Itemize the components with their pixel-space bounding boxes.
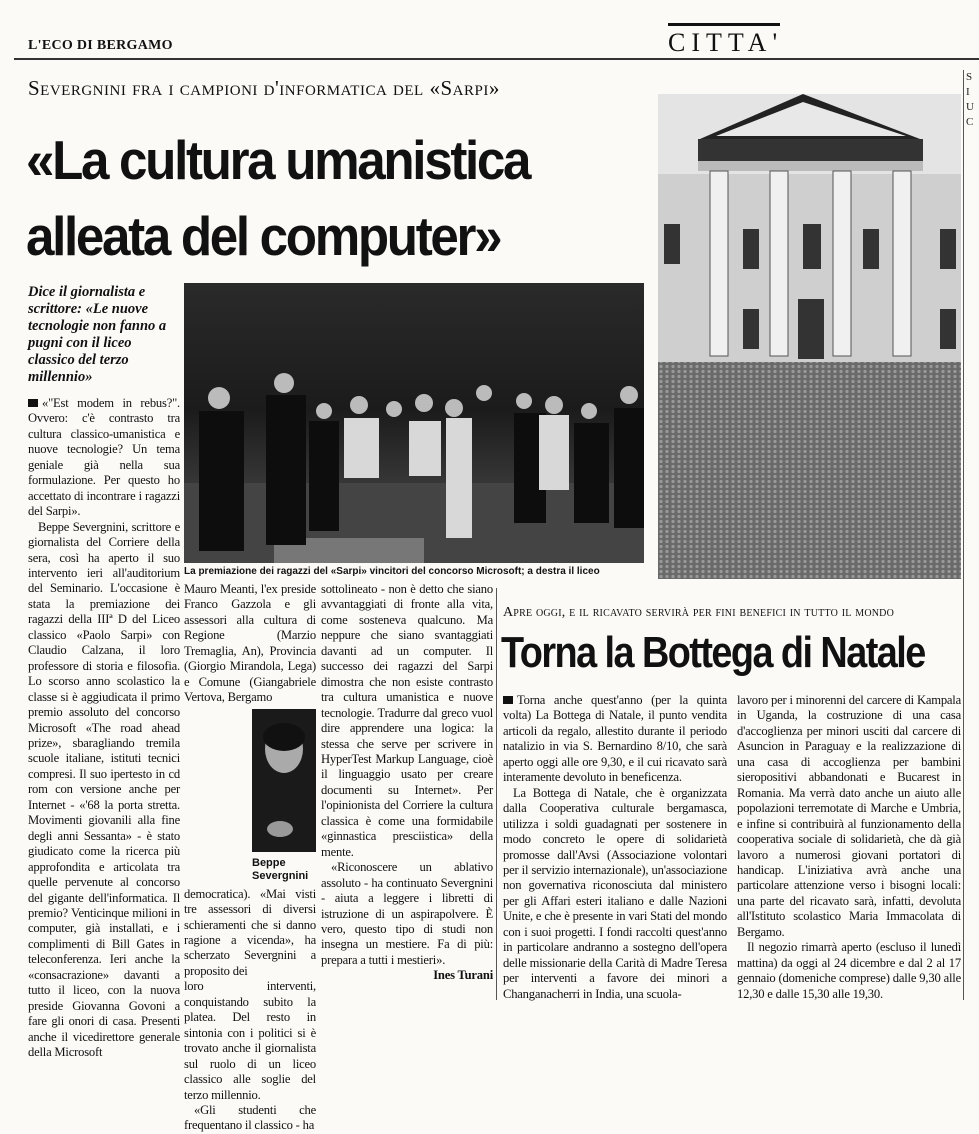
section-rule [668,23,780,26]
award-ceremony-photo [184,283,644,563]
header-divider [14,58,979,60]
byline: Ines Turani [433,968,493,983]
paragraph: lavoro per i minorenni del carcere di Kampala in Uganda, la costruzione di una casa d'accoglienza per minori usciti dal carcere di Asuncion in Paraguay e la realizzazione di una casa di accoglienza per bambini sieropositivi abbandonati e Bucarest in Romania. Ma verrà dato anche un aiuto alle popolazioni terremotate di Marche e Umbria, e infine si contribuirà al funzionamento della cooperativa sociale di solidarietà, che dà già lavoro a numerosi giovani portatori di handicap. L'iniziativa avrà anche una particolare attenzione verso i bisogni locali: una parte del ricavato sarà, infatti, devoluta all'Istituto scolastico Maria Immacolata di Bergamo. [737,693,961,939]
photo-caption: La premiazione dei ragazzi del «Sarpi» vincitori del concorso Microsoft; a destra il liceo [184,566,600,577]
paragraph [28,396,180,520]
portrait-caption: Beppe Severgnini [252,856,309,882]
building-illustration [658,94,961,579]
portrait-figure [252,709,316,883]
paragraph: Il negozio rimarrà aperto (escluso il lunedì mattina) da oggi al 24 dicembre e dal 2 al 17 gennaio (domeniche comprese) dalle 9,30 alle 12,30 e dalle 15,30 alle 19,30. [737,940,961,1001]
paragraph-text: Torna anche quest'anno (per la quinta volta) La Bottega di Natale, il punto vendita articoli da regalo, allestito durante il periodo natalizio in via S. Bernardino 8/10, che sarà aperto oggi alle ore 9,30, e il cui ricavato sarà interamente devoluto in beneficenza. [503,693,727,785]
article1-column-2 [184,582,316,1134]
article2-column-2 [737,693,961,1002]
article1-kicker: Severgnini fra i campioni d'informatica del «Sarpi» [28,76,500,100]
article1-deck: Dice il giornalista e scrittore: «Le nuove tecnologie non fanno a pugni con il liceo classico del terzo millennio» [28,284,167,385]
photo-illustration [184,283,644,563]
liceo-building-photo [658,94,961,579]
paragraph: La Bottega di Natale, che è organizzata dalla Cooperativa culturale bergamasca, utilizza i soldi guadagnati per sostenere in modo concreto le opere di solidarietà promosse dall'Avsi (Associazione volontari per il servizio internazionale), un'associazione non governativa riconosciuta dal ministero per gli Affari esteri italiano e dalle Nazioni Unite, e che è presente in vari Stati del mondo con i suoi progetti. I fondi raccolti quest'anno in particolare andranno a sostegno dell'opera delle missionarie della Carità di Madre Teresa per interventi a favore dei minori a Changanacherri in India, una scuola- [503,785,727,1001]
article1-column-3 [321,582,493,984]
column-divider [963,70,964,1000]
column-divider [496,588,497,1000]
article1-left-column [28,284,180,1060]
article2-kicker: Apre oggi, e il ricavato servirà per fini benefici in tutto il mondo [503,605,895,620]
article2-headline: Torna la Bottega di Natale [501,628,925,677]
section-title: CITTA' [668,28,784,57]
article1-headline [26,122,621,274]
article1-column-1 [28,396,180,1060]
bullet-square-icon [28,399,38,407]
paragraph: «Riconoscere un ablativo assoluto - ha continuato Severgnini - aiuta a leggere i libretti di istruzione di un aspirapolvere. È vero, questo tipo di studi non insegna un mestiere. Fa di più: prepara a tutti i mestieri». [321,860,493,967]
portrait-illustration [252,709,316,852]
paragraph [503,693,727,786]
paragraph: «Gli studenti che frequentano il classico - ha [184,1102,316,1133]
article2-column-1 [503,693,727,1002]
article1-column-2-wrap: democratica). «Mai visti tre assessori di diversi schieramenti che si danno ragione a vicenda», ha scherzato Severgnini a proposito dei [184,886,316,978]
paragraph: loro interventi, conquistando subito la platea. Del resto in sintonia con i politici si è trovato anche il giornalista sul ruolo di un liceo classico alle soglie del terzo millennio. [184,979,316,1102]
paragraph-text: «"Est modem in rebus?". Ovvero: c'è contrasto tra cultura classico-umanistica e nuove tecnologie? Un tema geniale già nella sua formulazione. Per questo ho accettato di incontrare i ragazzi del Sarpi». [28,396,180,519]
article1-column-2-top: Mauro Meanti, l'ex preside Franco Gazzola e gli assessori alla cultura di Regione (Marzio Tremaglia, An), Provincia (Giorgio Mirandola, Lega) e Comune (Giangabriele Vertova, Bergamo [184,582,316,705]
paragraph: Beppe Severgnini, scrittore e giornalista del Corriere della sera, così ha aperto il suo intervento ieri all'auditorium del Seminario. L'occasione è stata la premiazione dei ragazzi della IIIª D del Liceo classico «Paolo Sarpi» con Claudio Calzana, il loro professore di storia e filosofia. Lo scorso anno scolastico la classe si è aggiudicata il primo premio assoluto del concorso Microsoft «The road ahead prize», sbaragliando tremila scuole italiane, istituti tecnici compresi. Il suo ipertesto in cd rom con versione anche per Internet - «'68 la porta stretta. Movimenti giovanili alla fine degli anni Sessanta» - è stato giudicato come la ricerca più approfondita e articolata tra quelle pervenute al concorso del gigante dell'informatica. Il premio? Venticinque milioni in computer, già installati, e i complimenti di Bill Gates in teleconferenza. Ieri anche la «consacrazione» davanti a tutto il liceo, con la nuova preside Giovanna Govoni a fare gli onori di casa. Presenti anche il vicedirettore generale della Microsoft [28,519,180,1060]
portrait-photo [252,709,316,852]
headline-line-1: «La cultura umanistica [26,129,530,191]
bullet-square-icon [503,696,513,704]
headline-line-2: alleata del computer» [26,205,501,267]
masthead: L'ECO DI BERGAMO [28,38,173,53]
paragraph: sottolineato - non è detto che siano avvantaggiati di fronte alla vita, come sosteneva qualcuno. Ma neppure che siano svantaggiati davanti ad un computer. Il successo dei ragazzi del Sarpi dimostra che non esiste contrasto tra cultura umanistica e nuove tecnologie. Tradurre dal greco vuol dire apprendere una logica: la stessa che serve per scrivere in HyperTest Markup Language, cioè il linguaggio usato per creare documenti su Internet». Per l'opinionista del Corriere la cultura classica è come una formidabile «ginnastica presciistica» della mente. [321,582,493,859]
adjacent-article-fragment: S I U C [966,71,974,128]
